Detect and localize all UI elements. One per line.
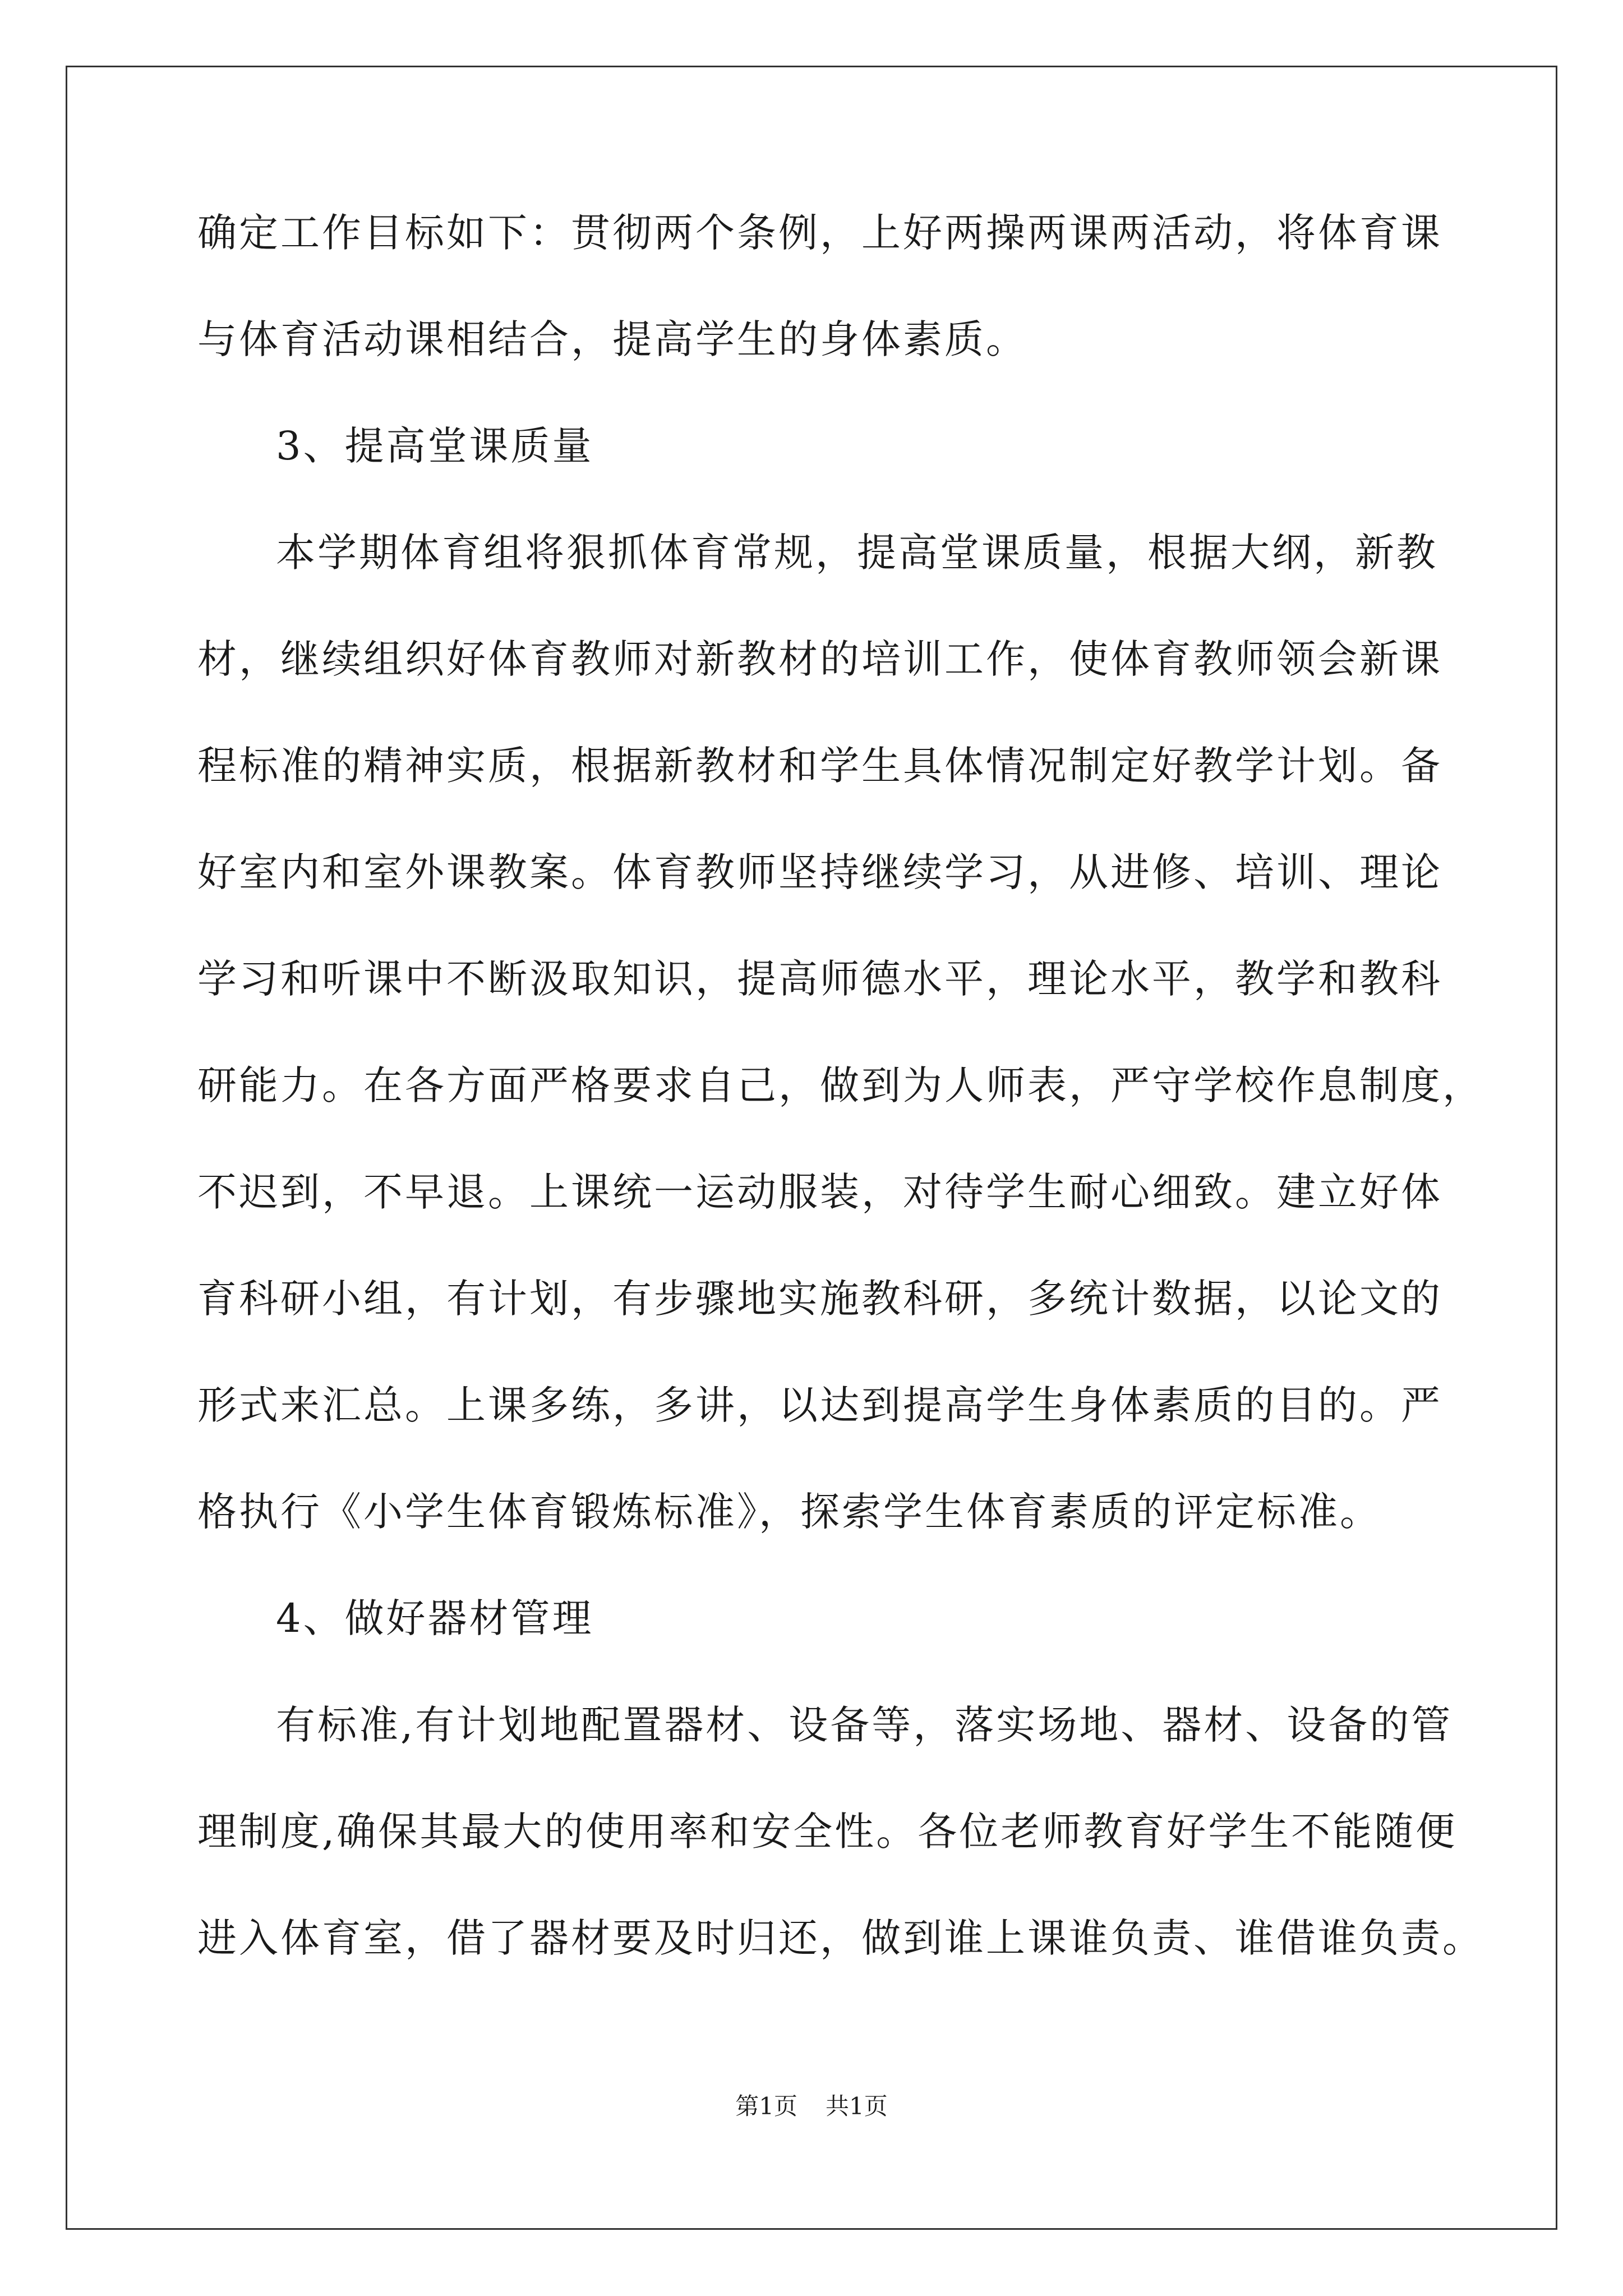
body-line: 确定工作目标如下：贯彻两个条例，上好两操两课两活动，将体育课 [197,210,1442,256]
body-line: 格执行《小学生体育锻炼标准》，探索学生体育素质的评定标准。 [197,1489,1381,1535]
page-number: 第1页 [735,2092,797,2120]
body-line: 进入体育室，借了器材要及时归还，做到谁上课谁负责、谁借谁负责。 [197,1915,1484,1961]
section-heading: 4、做好器材管理 [276,1595,594,1641]
body-line: 好室内和室外课教案。体育教师坚持继续学习，从进修、培训、理论 [197,849,1442,895]
body-line: 理制度,确保其最大的使用率和安全性。各位老师教育好学生不能随便 [197,1809,1458,1855]
body-line: 学习和听课中不断汲取知识，提高师德水平，理论水平，教学和教科 [197,956,1442,1002]
body-line: 本学期体育组将狠抓体育常规，提高堂课质量，根据大纲，新教 [276,530,1438,576]
body-line: 育科研小组，有计划，有步骤地实施教科研，多统计数据，以论文的 [197,1276,1442,1322]
page-footer [0,2090,1623,2123]
page-total: 共1页 [826,2092,888,2120]
body-line: 形式来汇总。上课多练，多讲，以达到提高学生身体素质的目的。严 [197,1382,1442,1428]
page-border [66,66,1557,2230]
body-line: 研能力。在各方面严格要求自己，做到为人师表，严守学校作息制度， [197,1062,1484,1108]
body-line: 与体育活动课相结合，提高学生的身体素质。 [197,316,1027,362]
body-line: 不迟到，不早退。上课统一运动服装，对待学生耐心细致。建立好体 [197,1169,1442,1215]
body-line: 材，继续组织好体育教师对新教材的培训工作，使体育教师领会新课 [197,636,1442,682]
body-line: 有标准,有计划地配置器材、设备等，落实场地、器材、设备的管 [276,1702,1453,1748]
section-heading: 3、提高堂课质量 [276,423,594,469]
body-line: 程标准的精神实质，根据新教材和学生具体情况制定好教学计划。备 [197,743,1442,789]
